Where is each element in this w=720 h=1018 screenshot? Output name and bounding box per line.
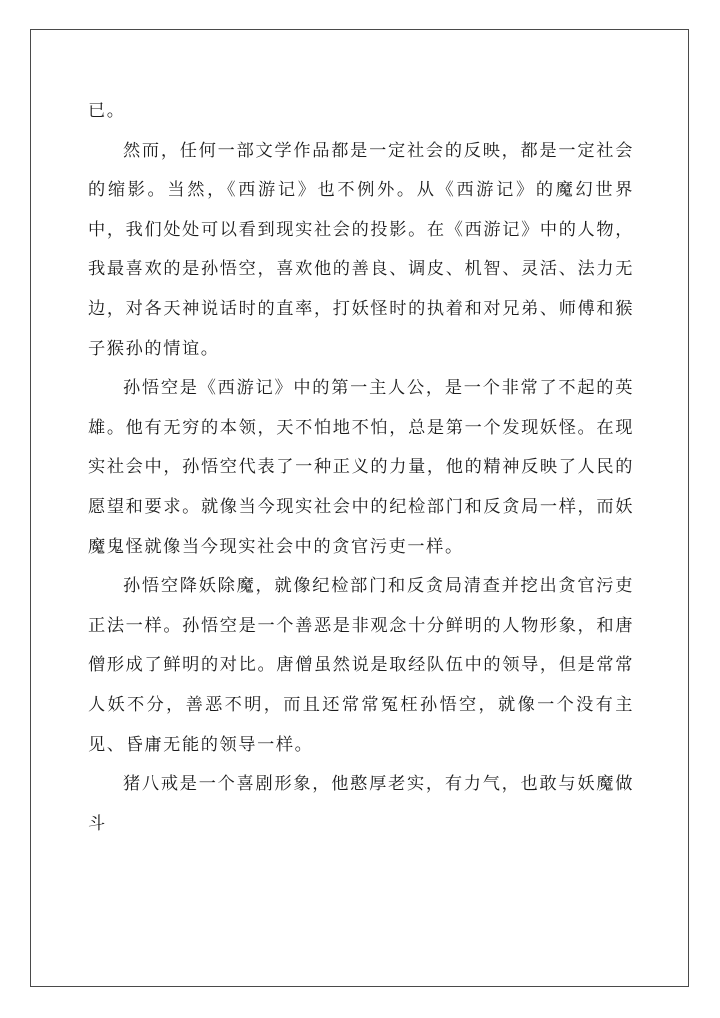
paragraph-4: 猪八戒是一个喜剧形象，他憨厚老实，有力气，也敢与妖魔做斗: [88, 774, 634, 834]
paragraph-2: 孙悟空是《西游记》中的第一主人公，是一个非常了不起的英雄。他有无穷的本领，天不怕地不怕，总是第一个发现妖怪。在现实社会中，孙悟空代表了一种正义的力量，他的精神反映了人民的愿望和要求。就像当今现实社会中的纪检部门和反贪局一样，而妖魔鬼怪就像当今现实社会中的贪官污吏一样。: [88, 378, 634, 557]
document-body: [88, 92, 634, 844]
paragraph-3: 孙悟空降妖除魔，就像纪检部门和反贪局清查并挖出贪官污吏正法一样。孙悟空是一个善恶是非观念十分鲜明的人物形象，和唐僧形成了鲜明的对比。唐僧虽然说是取经队伍中的领导，但是常常人妖不分，善恶不明，而且还常常冤枉孙悟空，就像一个没有主见、昏庸无能的领导一样。: [88, 576, 634, 755]
paragraph-continuation: 已。: [88, 101, 126, 121]
paragraph-1: 然而，任何一部文学作品都是一定社会的反映，都是一定社会的缩影。当然，《西游记》也不例外。从《西游记》的魔幻世界中，我们处处可以看到现实社会的投影。在《西游记》中的人物，我最喜欢的是孙悟空，喜欢他的善良、调皮、机智、灵活、法力无边，对各天神说话时的直率，打妖怪时的执着和对兄弟、师傅和猴子猴孙的情谊。: [88, 140, 634, 359]
